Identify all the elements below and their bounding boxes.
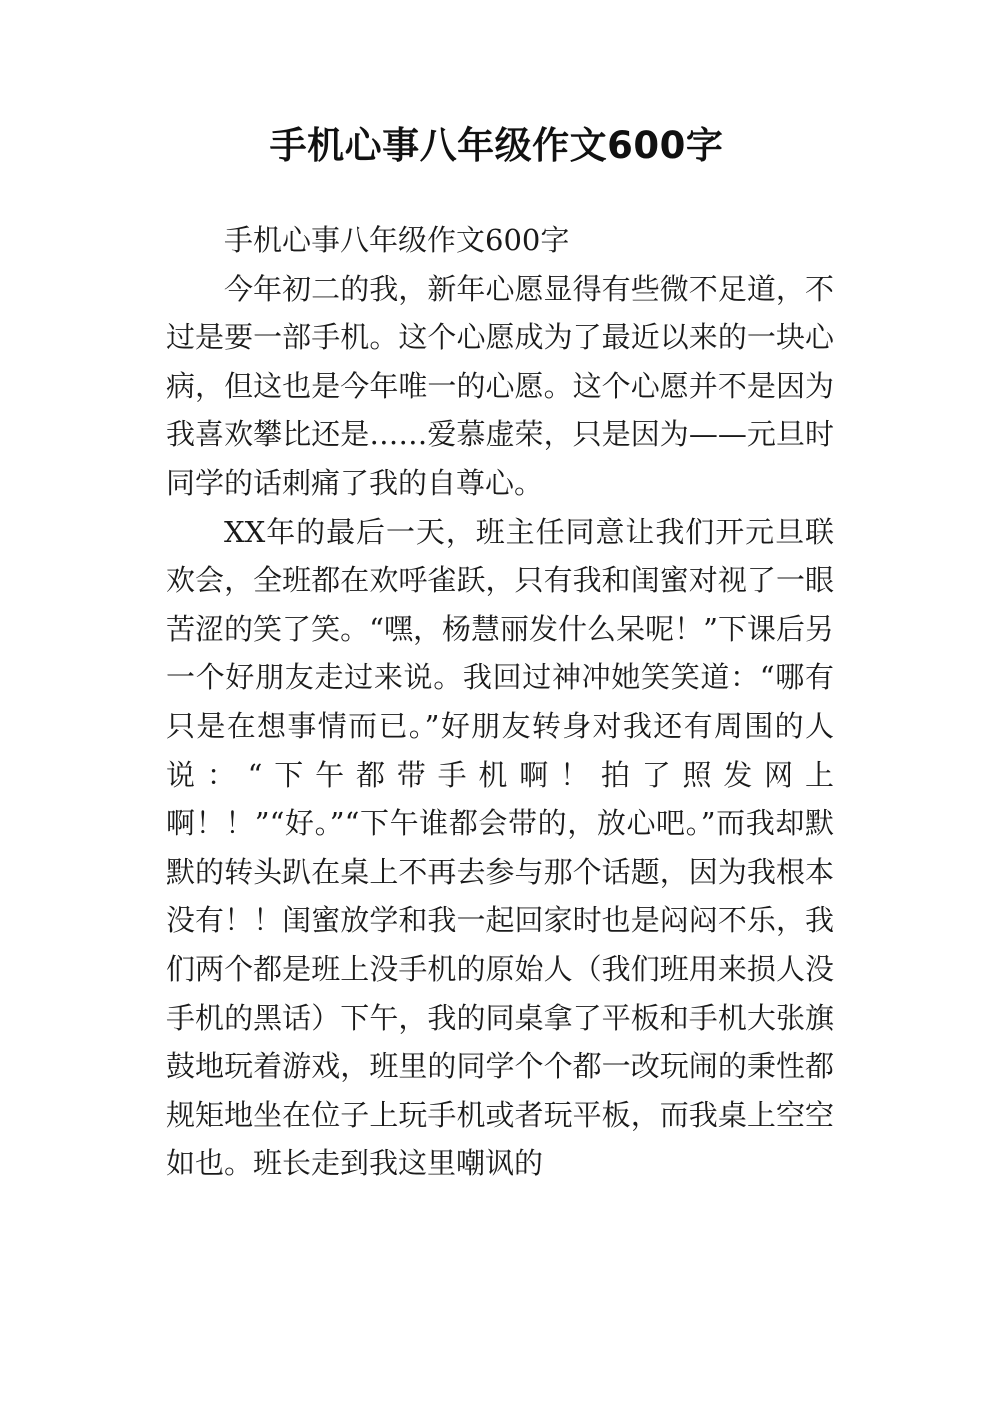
document-title: 手机心事八年级作文600字 [269,124,724,167]
document-body [166,216,834,1188]
paragraph: 今年初二的我，新年心愿显得有些微不足道，不过是要一部手机。这个心愿成为了最近以来的一块心病，但这也是今年唯一的心愿。这个心愿并不是因为我喜欢攀比还是……爱慕虚荣，只是因为——元旦时同学的话刺痛了我的自尊心。 [166,271,834,500]
paragraph-heading: 手机心事八年级作文600字 [224,223,570,257]
paragraph: XX年的最后一天，班主任同意让我们开元旦联欢会，全班都在欢呼雀跃，只有我和闺蜜对视了一眼苦涩的笑了笑。“嘿，杨慧丽发什么呆呢！”下课后另一个好朋友走过来说。我回过神冲她笑笑道：“哪有只是在想事情而已。”好朋友转身对我还有周围的人说：“下午都带手机啊！拍了照发网上啊！！”“好。”“下午谁都会带的，放心吧。”而我却默默的转头趴在桌上不再去参与那个话题，因为我根本没有！！闺蜜放学和我一起回家时也是闷闷不乐，我们两个都是班上没手机的原始人（我们班用来损人没手机的黑话）下午，我的同桌拿了平板和手机大张旗鼓地玩着游戏，班里的同学个个都一改玩闹的秉性都规矩地坐在位子上玩手机或者玩平板，而我桌上空空如也。班长走到我这里嘲讽的 [166,514,834,1181]
